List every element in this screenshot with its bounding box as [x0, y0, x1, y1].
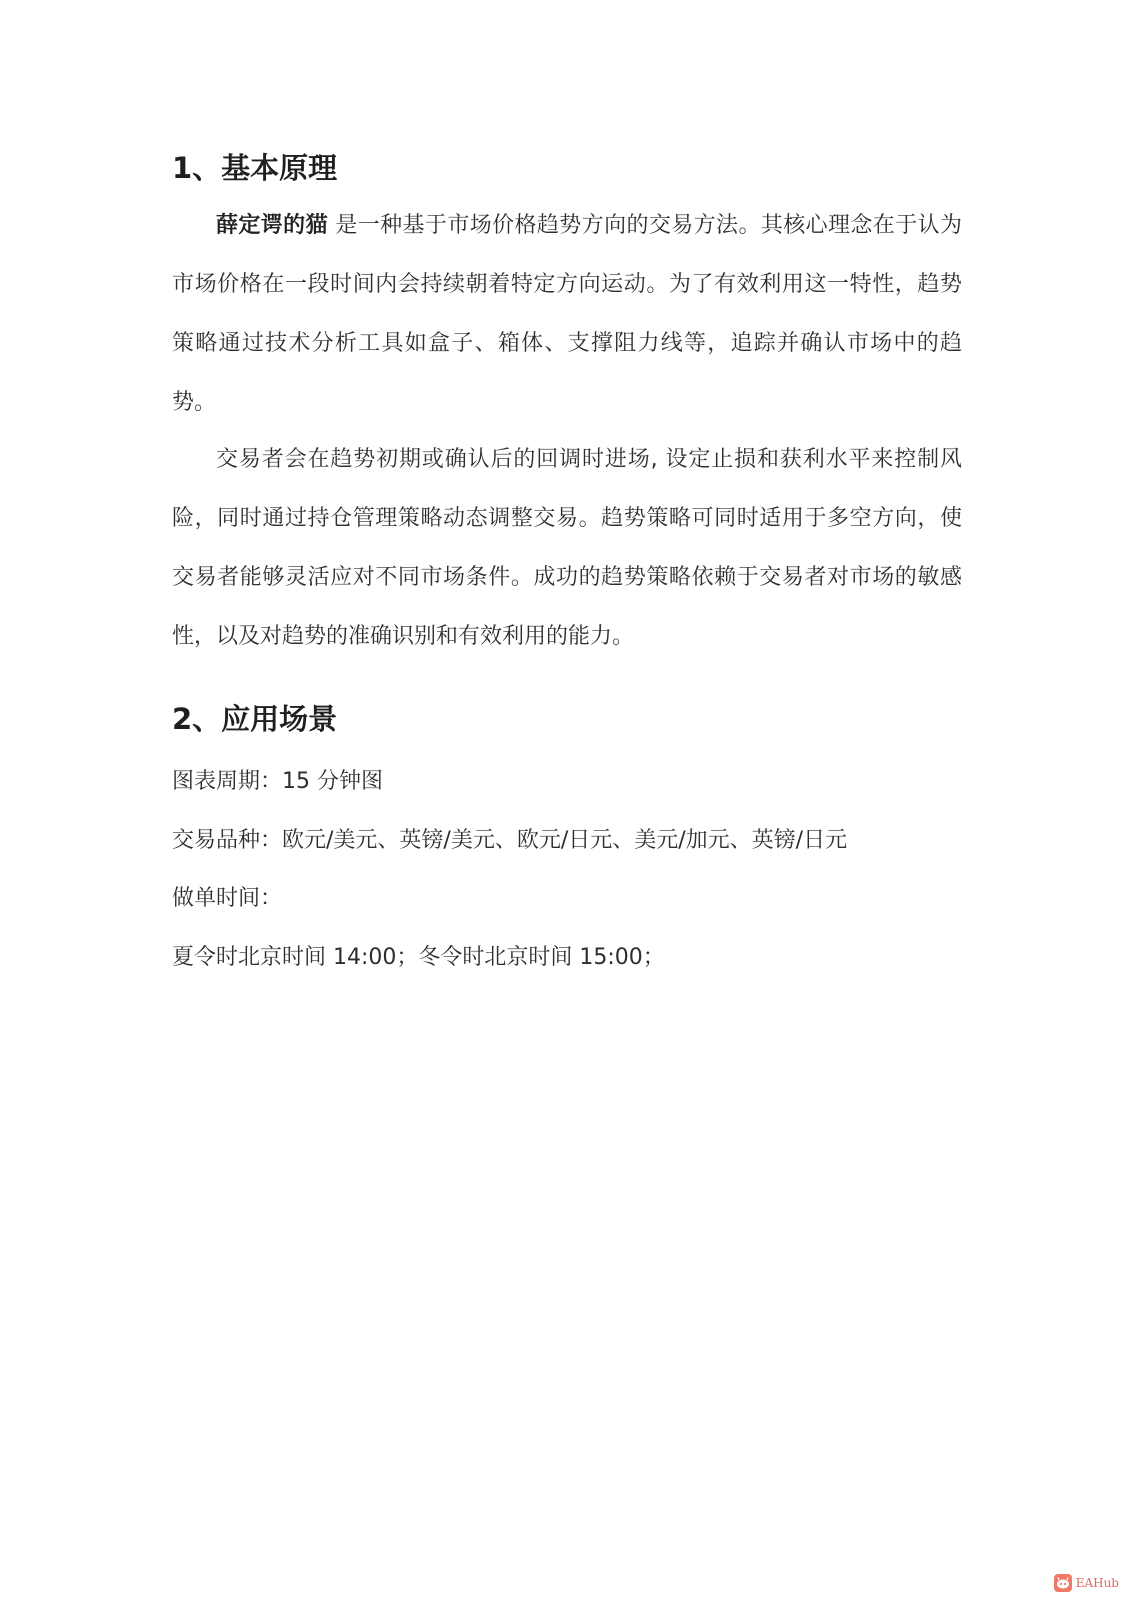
trade-time-label: 做单时间： — [172, 886, 283, 911]
eahub-watermark — [1054, 1574, 1119, 1592]
section-2-heading: 2、应用场景 — [172, 702, 338, 736]
section-1-paragraph-2: 交易者会在趋势初期或确认后的回调时进场, 设定止损和获利水平来控制风险，同时通过持仓管理策略动态调整交易。趋势策略可同时适用于多空方向，使交易者能够灵活应对不同市场条件。成功的趋势策略依赖于交易者对市场的敏感性，以及对趋势的准确识别和有效利用的能力。 — [172, 447, 962, 649]
strategy-name: 薛定谔的猫 — [216, 213, 328, 238]
watermark-text: EAHub — [1075, 1576, 1119, 1590]
paragraph-1-text: 是一种基于市场价格趋势方向的交易方法。其核心理念在于认为市场价格在一段时间内会持续朝着特定方向运动。为了有效利用这一特性，趋势策略通过技术分析工具如盒子、箱体、支撑阻力线等，追踪并确认市场中的趋势。 — [172, 213, 962, 415]
trade-time-value: 夏令时北京时间 14:00；冬令时北京时间 15:00； — [172, 945, 665, 970]
instruments-line: 交易品种：欧元/美元、英镑/美元、欧元/日元、美元/加元、英镑/日元 — [172, 828, 848, 853]
section-1-heading: 1、基本原理 — [172, 151, 338, 185]
chart-period-line: 图表周期：15 分钟图 — [172, 769, 383, 794]
eahub-logo-icon — [1054, 1574, 1072, 1592]
section-1-paragraph-1 — [172, 196, 962, 432]
